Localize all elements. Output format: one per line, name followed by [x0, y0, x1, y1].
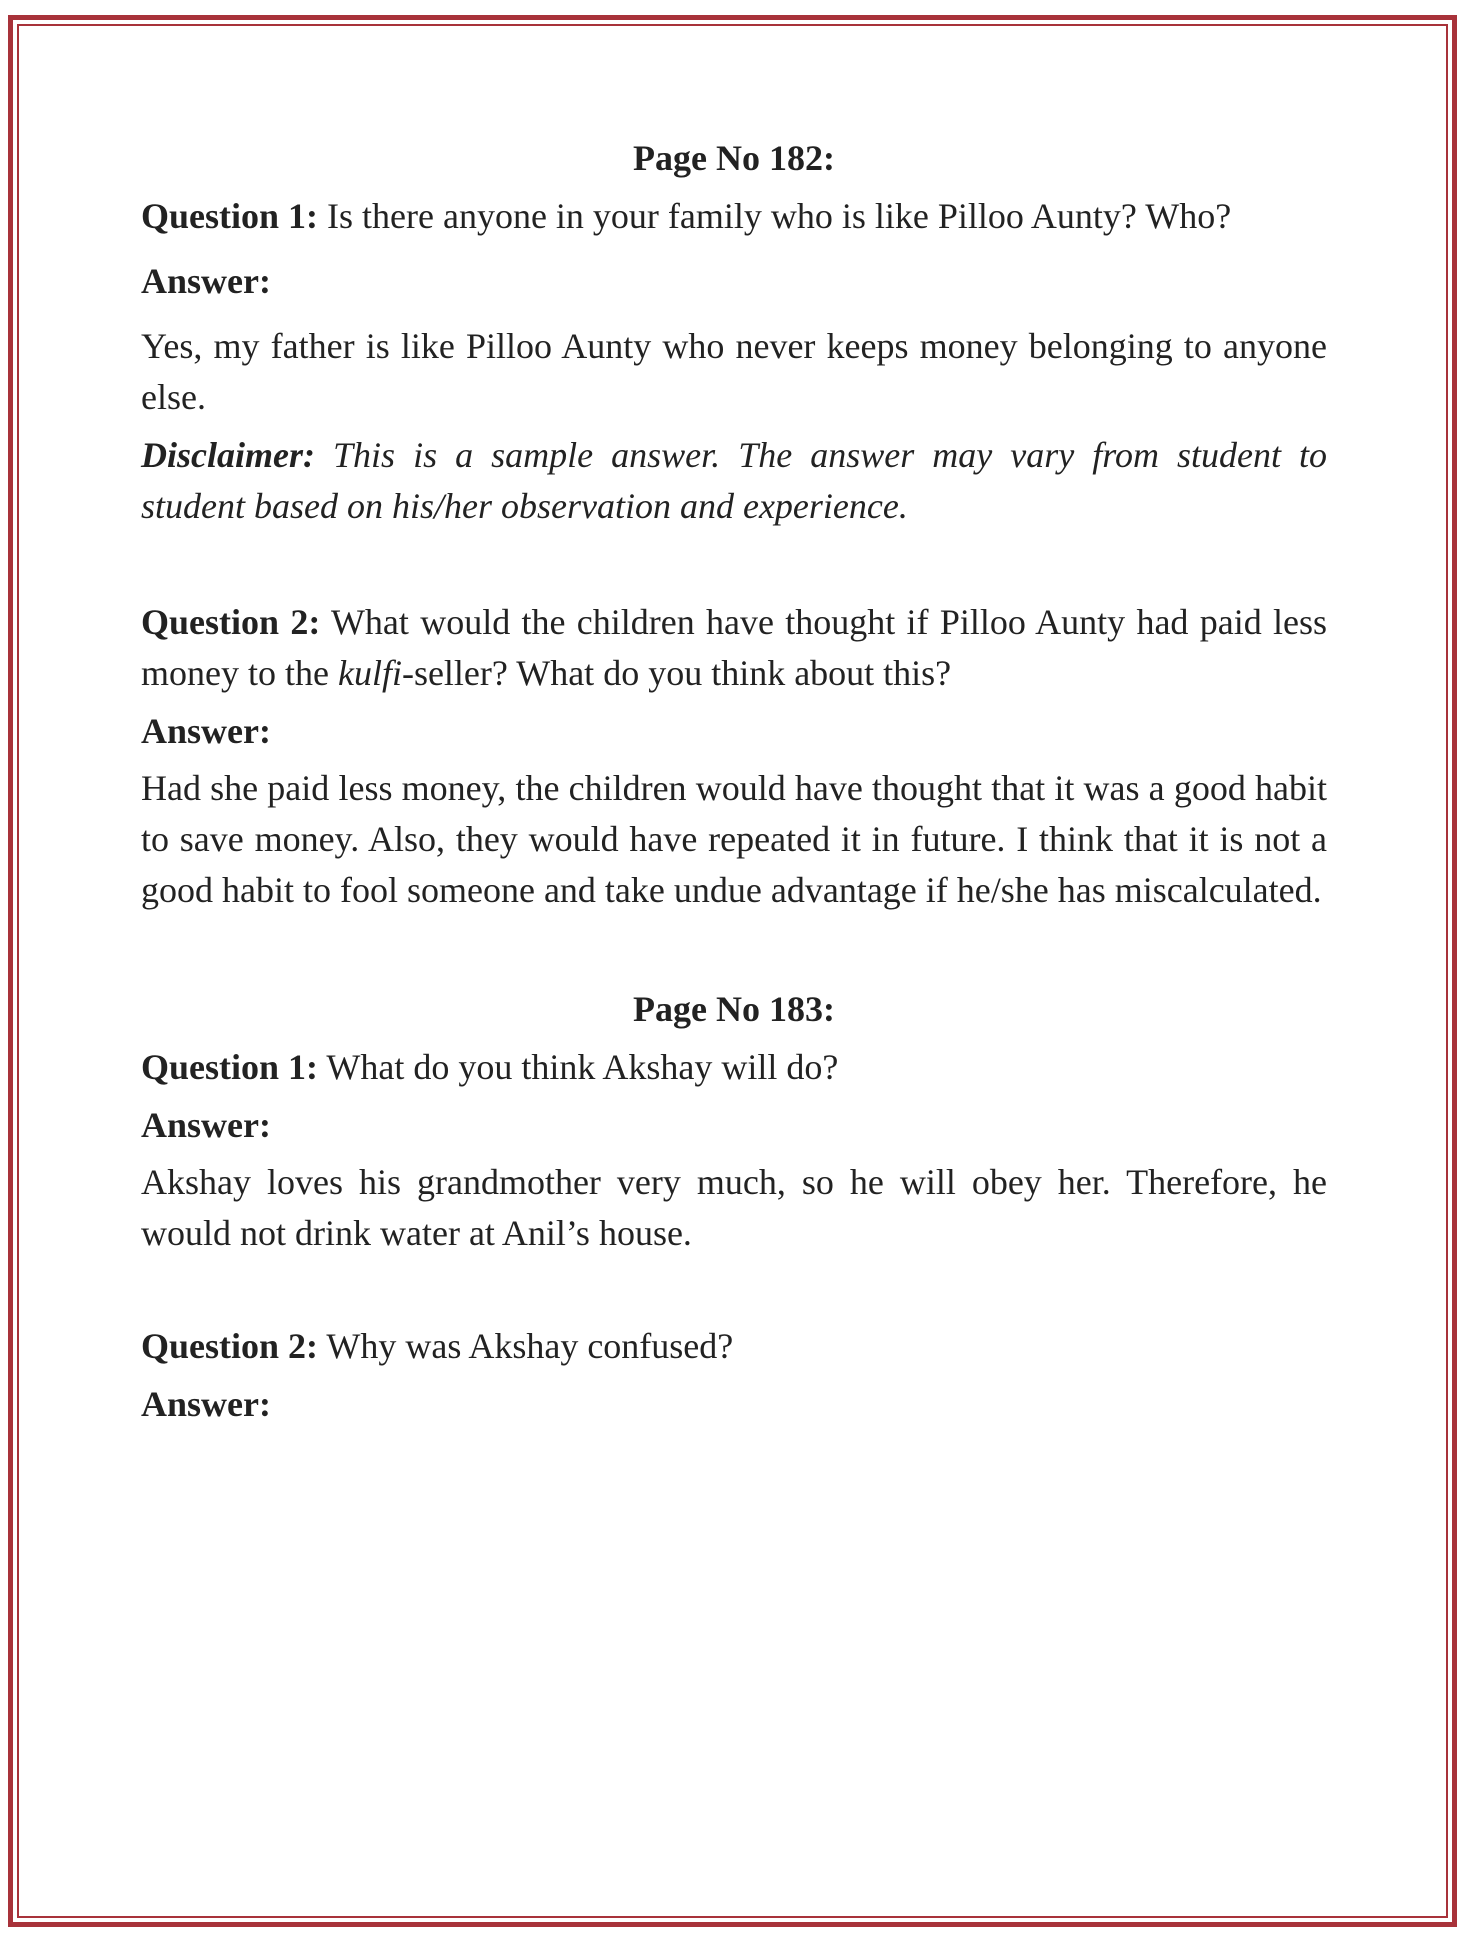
question-182-1: [141, 191, 1327, 242]
answer-182-2: Had she paid less money, the children would have thought that it was a good habit to save money. Also, they would have repeated it in future. I think that it is not a good habit to fool someone and take undue advantage if he/she has miscalculated.: [141, 768, 1327, 910]
question-text-italic: kulfi: [337, 653, 402, 693]
question-text-part: What would the children have thought if Pilloo Aunty had paid less money to the: [141, 602, 1327, 693]
answer-label-182-2: Answer:: [141, 711, 271, 751]
page-heading-183: Page No 183:: [633, 989, 835, 1029]
question-label: Question 1:: [141, 196, 319, 236]
answer-label-183-2: Answer:: [141, 1384, 271, 1424]
question-label: Question 2:: [141, 602, 321, 642]
question-182-2: [141, 597, 1327, 699]
answer-label-182-1: Answer:: [141, 261, 271, 301]
question-text: Is there anyone in your family who is like Pilloo Aunty? Who?: [318, 196, 1232, 236]
question-label: Question 2:: [141, 1326, 319, 1366]
question-183-2: [141, 1321, 1327, 1372]
answer-182-1: Yes, my father is like Pilloo Aunty who never keeps money belonging to anyone else.: [141, 326, 1327, 417]
document-content: [141, 140, 1327, 1430]
question-text: What do you think Akshay will do?: [318, 1047, 839, 1087]
question-text: Why was Akshay confused?: [318, 1326, 734, 1366]
answer-183-1: Akshay loves his grandmother very much, so he will obey her. Therefore, he would not drink water at Anil’s house.: [141, 1162, 1327, 1253]
disclaimer: [141, 430, 1327, 532]
page-heading-182: Page No 182:: [633, 138, 835, 178]
disclaimer-text: This is a sample answer. The answer may vary from student to student based on his/her observation and experience.: [141, 435, 1327, 526]
disclaimer-label: Disclaimer:: [141, 435, 315, 475]
question-183-1: [141, 1042, 1327, 1093]
answer-label-183-1: Answer:: [141, 1105, 271, 1145]
question-label: Question 1:: [141, 1047, 319, 1087]
question-text-part: -seller? What do you think about this?: [401, 653, 952, 693]
